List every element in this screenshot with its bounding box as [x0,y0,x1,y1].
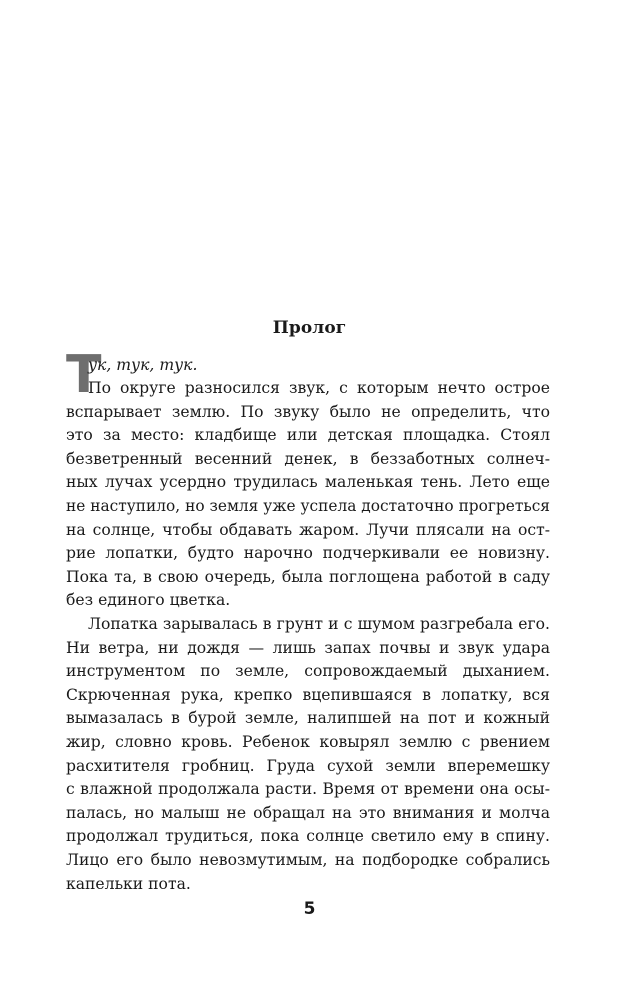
text-line: Ни ветра, ни дождя — лишь запах почвы и звук удара [66,638,550,657]
paragraph-1 [66,377,550,613]
text-line: вымазалась в бурой земле, налипшей на пот и кожный [66,709,550,728]
text-line: без единого цветка. [66,591,231,610]
text-line: инструментом по земле, сопровождаемый дыханием. [66,662,550,681]
text-line: жир, словно кровь. Ребенок ковырял землю с рвением [66,732,550,751]
drop-cap: Т [66,345,102,405]
text-line: безветренный весенний денек, в беззаботных солнеч- [66,449,550,468]
text-line: Лопатка зарывалась в грунт и с шумом разгребала его. [88,615,550,633]
chapter-title: Пролог [272,318,347,338]
text-line: ных лучах усердно трудилась маленькая тень. Лето еще [66,473,550,492]
text-line: на солнце, чтобы обдавать жаром. Лучи плясали на ост- [66,520,550,539]
text-line: капельки пота. [66,874,191,893]
text-line: Скрюченная рука, крепко вцепившаяся в лопатку, вся [66,685,550,704]
text-line: расхитителя гробниц. Груда сухой земли вперемешку [66,756,550,775]
text-line: продолжал трудиться, пока солнце светило ему в спину. [66,827,550,846]
page-number: 5 [303,899,316,919]
opening-line: ук, тук, тук. [88,356,198,374]
paragraph-2 [66,613,550,896]
text-line: Пока та, в свою очередь, была поглощена работой в саду [66,567,550,586]
text-line: Лицо его было невозмутимым, на подбородке собрались [66,850,550,869]
text-line: с влажной продолжала расти. Время от времени она осы- [66,780,550,799]
text-line: не наступило, но земля уже успела достаточно прогреться [66,496,550,515]
text-line: палась, но малыш не обращал на это внимания и молча [66,803,550,822]
text-line: это за место: кладбище или детская площадка. Стоял [66,426,550,445]
text-line: вспарывает землю. По звуку было не определить, что [66,402,550,421]
text-line: рие лопатки, будто нарочно подчеркивали ее новизну. [66,544,550,563]
text-line: По округе разносился звук, с которым нечто острое [88,379,550,397]
